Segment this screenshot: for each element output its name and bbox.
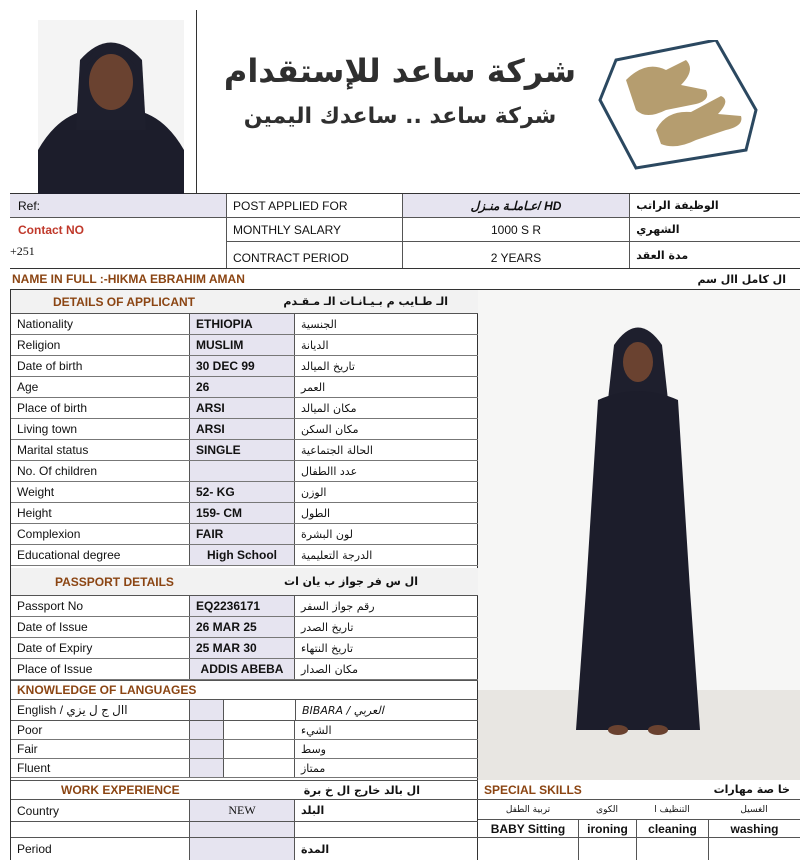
field-label: Complexion [17,527,81,541]
field-value: ARSI [189,398,295,418]
field-value: 26 [189,377,295,397]
company-name: شركة ساعد للإستقدام [223,52,577,90]
contract-label: CONTRACT PERIOD [227,242,403,268]
field-ar: الطول [301,506,331,520]
field-label: Height [17,506,52,520]
languages-title: KNOWLEDGE OF LANGUAGES [17,683,197,697]
summary-block [10,194,800,268]
language-level-row [11,721,478,740]
skill-ar: الغسيل [740,804,768,815]
skills-label-row [478,820,800,838]
field-value: ETHIOPIA [189,314,295,334]
languages-header-row [11,700,478,721]
salary-label: MONTHLY SALARY [227,218,403,241]
country-ar: البلد [301,804,325,817]
applicant-section [10,290,478,860]
field-ar: مكان السكن [301,422,359,436]
passport-title-row [11,568,478,596]
field-label: Weight [17,485,55,499]
passport-title: PASSPORT DETAILS [55,574,174,589]
arabic-label: العربي / BIBARA [295,700,478,720]
field-label: No. Of children [17,464,98,478]
field-label: Religion [17,338,61,352]
passport-value: 25 MAR 30 [189,638,295,658]
passport-value: EQ2236171 [189,596,295,616]
salary-ar: الشهري [636,223,680,236]
applicant-title: DETAILS OF APPLICANT [53,294,195,309]
language-level-label: Fair [17,742,38,756]
skill-check[interactable] [636,838,708,860]
field-ar: عدد االطفال [301,464,358,478]
skill-check[interactable] [578,838,636,860]
field-ar: الدرجة التعليمية [301,548,373,562]
contract-row [226,242,800,268]
arabic-level-check[interactable] [223,740,295,758]
skill-label: ironing [578,820,636,837]
passport-title-ar: ال س فر جواز ب يان ات [284,575,418,588]
field-label: Place of birth [17,401,88,415]
field-ar: لون البشرة [301,527,353,541]
work-blank-value [189,822,295,837]
english-level-check[interactable] [189,721,223,739]
field-label: Educational degree [17,548,121,562]
applicant-row [11,545,478,566]
post-label: POST APPLIED FOR [227,194,403,217]
skill-check[interactable] [478,838,578,860]
language-level-ar: وسط [301,742,326,756]
skills-ar-row [478,800,800,820]
applicant-row [11,356,478,377]
work-title: WORK EXPERIENCE [61,783,180,797]
field-ar: الوزن [301,485,327,499]
applicant-row [11,503,478,524]
skill-label: washing [708,820,800,837]
language-level-label: Poor [17,723,43,737]
header [10,10,800,194]
field-label: Date of birth [17,359,83,373]
field-ar: الحالة الجتماعية [301,443,373,457]
ref-cell [10,194,226,218]
languages-title-row [11,680,478,700]
contact-cell [10,218,226,242]
applicant-row [11,419,478,440]
language-level-ar: الشيء [301,723,332,737]
passport-row [11,596,478,617]
full-name-ar: ال كامل اال سم [697,272,786,286]
applicant-row [11,314,478,335]
salary-row [226,218,800,242]
arabic-level-check[interactable] [223,759,295,777]
field-value: FAIR [189,524,295,544]
passport-value: ADDIS ABEBA [189,659,295,679]
work-blank-row [11,822,478,838]
field-value: SINGLE [189,440,295,460]
field-ar: الجنسية [301,317,337,331]
period-row [11,838,478,860]
applicant-row [11,377,478,398]
contract-value: 2 YEARS [403,242,631,268]
english-level-check[interactable] [189,759,223,777]
language-level-row [11,740,478,759]
skills-title: SPECIAL SKILLS [484,782,582,797]
name-row [10,268,800,290]
country-row [11,800,478,822]
work-title-ar: ال بالد خارج ال خ برة [303,783,420,797]
field-value: 30 DEC 99 [189,356,295,376]
passport-label: Place of Issue [17,662,93,676]
applicant-row [11,335,478,356]
field-label: Living town [17,422,78,436]
header-divider [196,10,197,194]
contract-ar: مدة العقد [636,248,689,262]
field-value: 159- CM [189,503,295,523]
applicant-row [11,461,478,482]
period-value [189,838,295,860]
field-ar: مكان الميالد [301,401,357,415]
passport-row [11,617,478,638]
language-level-ar: ممتاز [301,761,326,775]
post-ar: الوظيفة الراتب [636,199,719,212]
english-check-1[interactable] [189,700,223,720]
period-ar: المدة [301,842,330,856]
field-ar: تاريخ الميالد [301,359,355,373]
ref-label: Ref: [18,199,41,213]
passport-ar: رقم جواز السفر [301,599,375,613]
post-row [226,194,800,218]
country-value: NEW [189,800,295,821]
passport-label: Passport No [17,599,84,613]
company-logo [596,40,766,170]
passport-label: Date of Issue [17,620,88,634]
field-value [189,461,295,481]
field-value: 52- KG [189,482,295,502]
skills-section [478,780,800,860]
passport-ar: تاريخ النتهاء [301,641,354,655]
salary-value: 1000 S R [403,218,631,241]
work-blank-cell [11,822,189,837]
contact-value: +251 [10,244,35,258]
passport-ar: مكان الصدار [301,662,358,676]
language-level-label: Fluent [17,761,51,775]
skill-ar: التنظيف ا [654,804,690,815]
field-label: Age [17,380,39,394]
passport-row [11,638,478,659]
skill-check[interactable] [708,838,800,860]
contact-label: Contact NO [18,223,84,237]
post-value: عـاملـة منـزل/ HD [403,194,631,217]
arabic-level-check[interactable] [223,721,295,739]
applicant-row [11,482,478,503]
period-label: Period [17,842,52,856]
field-value: ARSI [189,419,295,439]
field-label: Marital status [17,443,89,457]
passport-row [11,659,478,680]
full-name: NAME IN FULL :-HIKMA EBRAHIM AMAN [12,272,245,286]
full-body-photo [478,290,800,780]
applicant-title-ar: الـ طـايب م بـيـانـات الـ مـقـدم [283,295,448,308]
applicant-row [11,398,478,419]
language-level-row [11,759,478,778]
skill-label: BABY Sitting [490,821,566,836]
passport-value: 26 MAR 25 [189,617,295,637]
skills-title-row [478,780,800,800]
field-ar: العمر [301,380,326,394]
passport-label: Date of Expiry [17,641,93,655]
english-level-check[interactable] [189,740,223,758]
portrait-photo [38,20,184,194]
applicant-row [11,524,478,545]
skill-ar: تربية الطفل [505,804,551,815]
applicant-row [11,440,478,461]
field-value: High School [189,545,295,565]
field-value: MUSLIM [189,335,295,355]
skills-title-ar: خا صة مهارات [713,783,790,796]
english-label: English / اال ج ل يزي [17,703,128,717]
company-slogan: شركة ساعد .. ساعدك اليمين [243,104,557,129]
skill-ar: الكوى [596,804,618,815]
country-label: Country [17,803,60,818]
applicant-title-row [11,290,478,314]
field-label: Nationality [17,317,74,331]
passport-ar: تاريخ الصدر [301,620,354,634]
skill-label: cleaning [636,820,708,837]
work-title-row [11,780,478,800]
skills-value-row [478,838,800,860]
english-check-2[interactable] [223,700,295,720]
field-ar: الديانة [301,338,329,352]
